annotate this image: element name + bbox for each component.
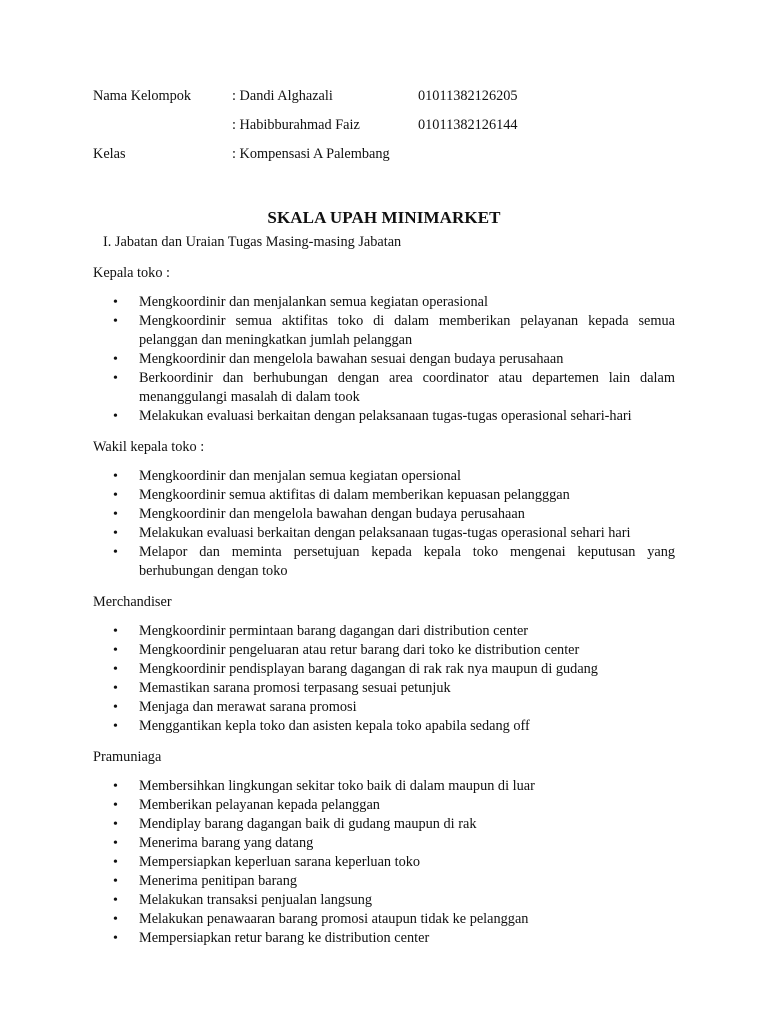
role-section-wakil-kepala-toko	[93, 438, 675, 581]
role-heading: Pramuniaga	[93, 749, 162, 765]
duty-item: • Memastikan sarana promosi terpasang sesuai petunjuk	[93, 679, 675, 698]
duty-list	[93, 293, 675, 426]
duty-list	[93, 622, 675, 736]
member-nim: 01011382126205	[418, 88, 518, 104]
info-row	[93, 116, 618, 145]
duty-list	[93, 467, 675, 581]
duty-item: • Mendiplay barang dagangan baik di gudang maupun di rak	[93, 815, 675, 834]
duty-item: • Melapor dan meminta persetujuan kepada kepala toko mengenai keputusan yang berhubungan dengan toko	[93, 543, 675, 581]
document-title: SKALA UPAH MINIMARKET	[267, 208, 501, 227]
role-heading: Merchandiser	[93, 594, 172, 610]
duty-item: • Mengkoordinir semua aktifitas toko di dalam memberikan pelayanan kepada semua pelanggan dan meningkatkan jumlah pelanggan	[93, 312, 675, 350]
section-heading: I. Jabatan dan Uraian Tugas Masing-masing Jabatan	[103, 234, 402, 250]
role-section-kepala-toko	[93, 264, 675, 426]
duty-item: • Mengkoordinir pengeluaran atau retur barang dari toko ke distribution center	[93, 641, 675, 660]
duty-item: • Mempersiapkan retur barang ke distribution center	[93, 929, 675, 948]
duty-item: • Mengkoordinir dan mengelola bawahan dengan budaya perusahaan	[93, 505, 675, 524]
info-label: Nama Kelompok	[93, 88, 192, 104]
class-name: : Kompensasi A Palembang	[232, 146, 390, 162]
role-section-merchandiser	[93, 593, 675, 736]
duty-item: • Membersihkan lingkungan sekitar toko baik di dalam maupun di luar	[93, 777, 675, 796]
duty-item: • Menjaga dan merawat sarana promosi	[93, 698, 675, 717]
info-row	[93, 145, 618, 174]
duty-item: • Memberikan pelayanan kepada pelanggan	[93, 796, 675, 815]
duty-item: • Mengkoordinir dan menjalankan semua kegiatan operasional	[93, 293, 675, 312]
duty-item: • Menggantikan kepla toko dan asisten kepala toko apabila sedang off	[93, 717, 675, 736]
duty-item: • Berkoordinir dan berhubungan dengan area coordinator atau departemen lain dalam menanggulangi masalah di dalam took	[93, 369, 675, 407]
duty-item: • Mengkoordinir dan menjalan semua kegiatan opersional	[93, 467, 675, 486]
duty-item: • Mengkoordinir permintaan barang dagangan dari distribution center	[93, 622, 675, 641]
duty-item: • Menerima barang yang datang	[93, 834, 675, 853]
info-label: Kelas	[93, 146, 126, 162]
role-section-pramuniaga	[93, 748, 675, 948]
duty-item: • Mengkoordinir semua aktifitas di dalam memberikan kepuasan pelangggan	[93, 486, 675, 505]
duty-list	[93, 777, 675, 948]
duty-item: • Melakukan penawaaran barang promosi ataupun tidak ke pelanggan	[93, 910, 675, 929]
role-heading: Wakil kepala toko :	[93, 439, 205, 455]
member-nim: 01011382126144	[418, 117, 518, 133]
duty-item: • Melakukan evaluasi berkaitan dengan pelaksanaan tugas-tugas operasional sehari-hari	[93, 407, 675, 426]
duty-item: • Melakukan transaksi penjualan langsung	[93, 891, 675, 910]
duty-item: • Mengkoordinir dan mengelola bawahan sesuai dengan budaya perusahaan	[93, 350, 675, 369]
info-row	[93, 87, 618, 116]
duty-item: • Mengkoordinir pendisplayan barang dagangan di rak rak nya maupun di gudang	[93, 660, 675, 679]
document-page	[93, 87, 675, 948]
class-extra	[418, 145, 618, 174]
duty-item: • Melakukan evaluasi berkaitan dengan pelaksanaan tugas-tugas operasional sehari hari	[93, 524, 675, 543]
group-info-table	[93, 87, 618, 174]
duty-item: • Mempersiapkan keperluan sarana keperluan toko	[93, 853, 675, 872]
duty-item: • Menerima penitipan barang	[93, 872, 675, 891]
role-heading: Kepala toko :	[93, 265, 171, 281]
info-label	[93, 116, 232, 145]
member-name: : Dandi Alghazali	[232, 88, 333, 104]
member-name: : Habibburahmad Faiz	[232, 117, 360, 133]
